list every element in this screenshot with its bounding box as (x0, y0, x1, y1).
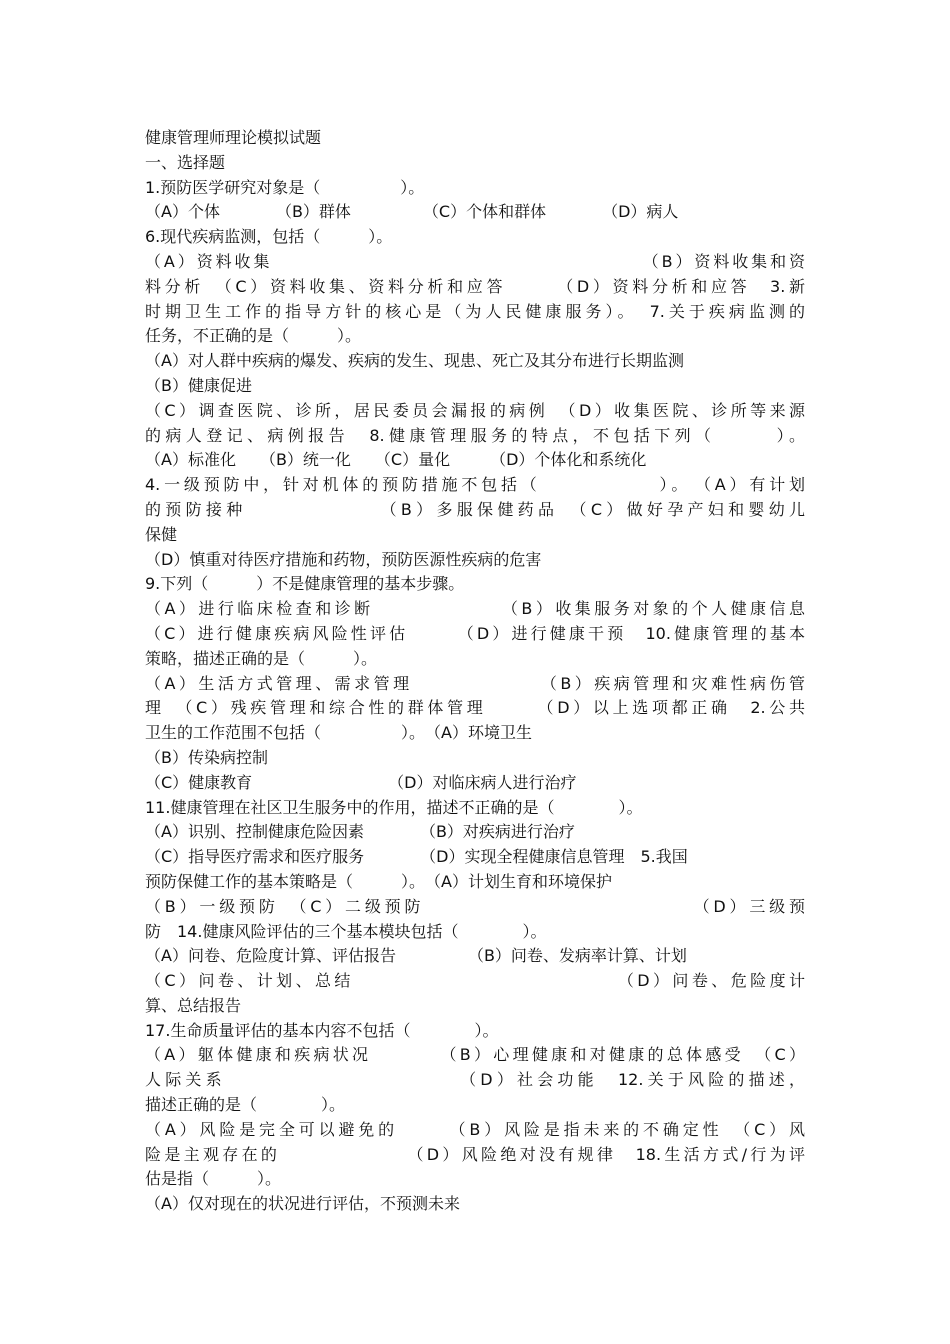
document-line: （C）进行健康疾病风险性评估 （D）进行健康干预 10.健康管理的基本 (145, 623, 805, 643)
document-line: 防 14.健康风险评估的三个基本模块包括（ ）。 (145, 921, 547, 941)
document-line: （A）个体 （B）群体 （C）个体和群体 （D）病人 (145, 202, 679, 222)
document-line: 算、总结报告 (145, 995, 242, 1015)
document-line: （A）问卷、危险度计算、评估报告 （B）问卷、发病率计算、计划 (145, 946, 687, 966)
document-line: 1.预防医学研究对象是（ ）。 (145, 177, 425, 197)
document-line: （A）资料收集 （B）资料收集和资 (145, 251, 805, 271)
document-line: 描述正确的是（ ）。 (145, 1095, 346, 1115)
document-line: 人际关系 （D）社会功能 12.关于风险的描述， (145, 1070, 805, 1090)
document-line: （A）生活方式管理、需求管理 （B）疾病管理和灾难性病伤管 (145, 673, 805, 693)
document-line: 策略，描述正确的是（ ）。 (145, 648, 378, 668)
document-line: （A）标准化 （B）统一化 （C）量化 （D）个体化和系统化 (145, 450, 647, 470)
document-line: 估是指（ ）。 (145, 1169, 282, 1189)
document-line: 一、选择题 (145, 152, 226, 172)
document-line: 17.生命质量评估的基本内容不包括（ ）。 (145, 1020, 499, 1040)
document-line: （A）进行临床检查和诊断 （B）收集服务对象的个人健康信息 (145, 599, 805, 619)
document-line: 理 （C）残疾管理和综合性的群体管理 （D）以上选项都正确 2.公共 (145, 698, 805, 718)
document-page (145, 126, 805, 1217)
document-line: （C）健康教育 （D）对临床病人进行治疗 (145, 772, 577, 792)
document-line: （A）识别、控制健康危险因素 （B）对疾病进行治疗 (145, 822, 575, 842)
document-line: （C）调查医院、诊所，居民委员会漏报的病例 （D）收集医院、诊所等来源 (145, 400, 805, 420)
document-line: （A）仅对现在的状况进行评估，不预测未来 (145, 1194, 460, 1214)
document-line: 11.健康管理在社区卫生服务中的作用，描述不正确的是（ ）。 (145, 797, 643, 817)
document-line: 的病人登记、病例报告 8.健康管理服务的特点，不包括下列（ ）。 (145, 425, 805, 445)
document-line: 保健 (145, 524, 178, 544)
document-line: （C）指导医疗需求和医疗服务 （D）实现全程健康信息管理 5.我国 (145, 847, 688, 867)
document-line: （A）对人群中疾病的爆发、疾病的发生、现患、死亡及其分布进行长期监测 (145, 351, 684, 371)
document-line: 卫生的工作范围不包括（ ）。 （A）环境卫生 (145, 723, 532, 743)
document-line: （D）慎重对待医疗措施和药物，预防医源性疾病的危害 (145, 549, 542, 569)
document-line: 9.下列（ ）不是健康管理的基本步骤。 (145, 574, 465, 594)
document-line: 时期卫生工作的指导方针的核心是（为人民健康服务）。 7.关于疾病监测的 (145, 301, 805, 321)
document-line: （C）问卷、计划、总结 （D）问卷、危险度计 (145, 971, 805, 991)
document-line: （A）躯体健康和疾病状况 （B）心理健康和对健康的总体感受 （C） (145, 1045, 805, 1065)
document-body (145, 151, 805, 1217)
document-line: （A）风险是完全可以避免的 （B）风险是指未来的不确定性 （C）风 (145, 1119, 805, 1139)
document-line: 险是主观存在的 （D）风险绝对没有规律 18.生活方式/行为评 (145, 1144, 805, 1164)
document-line: 的预防接种 （B）多服保健药品 （C）做好孕产妇和婴幼儿 (145, 499, 805, 519)
document-line: 任务，不正确的是（ ）。 (145, 326, 362, 346)
document-line: 料分析 （C）资料收集、资料分析和应答 （D）资料分析和应答 3.新 (145, 276, 805, 296)
document-line: （B）健康促进 (145, 375, 252, 395)
document-line: （B）传染病控制 (145, 747, 268, 767)
document-line: 预防保健工作的基本策略是（ ）。 （A）计划生育和环境保护 (145, 871, 612, 891)
document-line: 4.一级预防中，针对机体的预防措施不包括（ ）。 （A）有计划 (145, 475, 805, 495)
document-line: 6.现代疾病监测，包括（ ）。 (145, 227, 393, 247)
document-line: （B）一级预防 （C）二级预防 （D）三级预 (145, 896, 805, 916)
document-title: 健康管理师理论模拟试题 (145, 128, 322, 147)
